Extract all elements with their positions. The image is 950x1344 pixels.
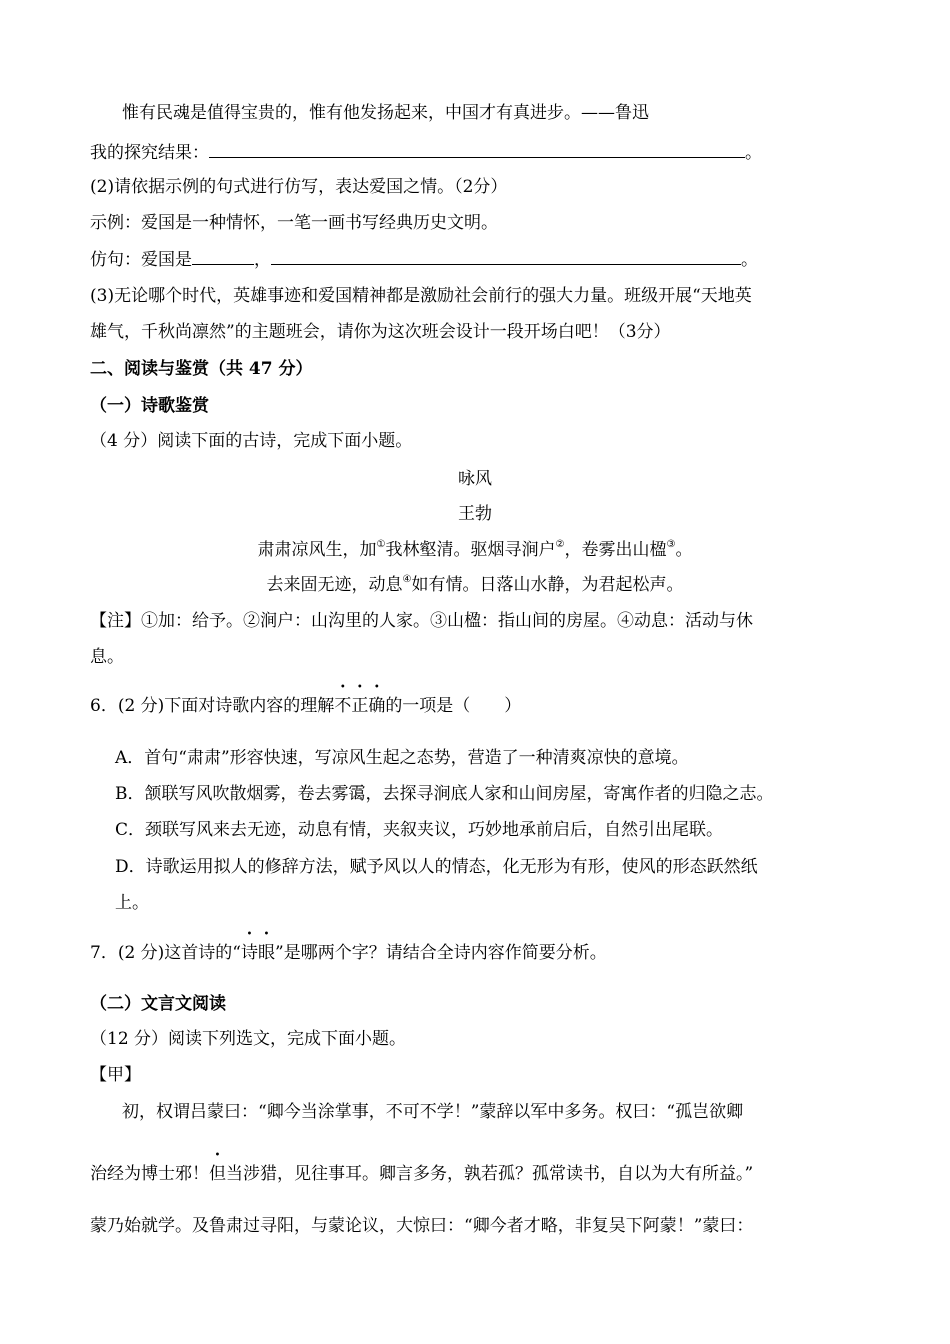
question-2-text: (2)请依据示例的句式进行仿写，表达爱国之情。（2分） [90, 177, 508, 197]
passage-line-2-post: 当涉猎，见往事耳。卿言多务，孰若孤？孤常读书，自以为大有所益。” [226, 1164, 754, 1184]
imitate-blank-1[interactable] [192, 246, 254, 265]
passage-label-jia-text: 【甲】 [90, 1065, 141, 1085]
passage-line-1-text: 初，权谓吕蒙曰：“卿今当涂掌事，不可不学！”蒙辞以军中多务。权曰：“孤岂欲卿 [122, 1102, 744, 1122]
example-line [90, 211, 498, 235]
poem-line-1 [0, 538, 950, 562]
question-6 [90, 694, 521, 718]
poem-line-2 [0, 573, 950, 597]
poem-line-1-d: 。 [675, 540, 693, 560]
passage-line-3 [90, 1214, 753, 1238]
poem-intro-text: （4 分）阅读下面的古诗，完成下面小题。 [90, 431, 413, 451]
poem-note-line-1 [90, 609, 753, 633]
classical-intro-text: （12 分）阅读下列选文，完成下面小题。 [90, 1029, 407, 1049]
example-text: 示例：爱国是一种情怀，一笔一画书写经典历史文明。 [90, 213, 498, 233]
option-a[interactable] [115, 746, 689, 770]
poem-author [0, 502, 950, 526]
emphasis-char: 但 [209, 1164, 226, 1184]
passage-line-2 [90, 1162, 753, 1186]
poem-intro [90, 429, 412, 453]
question-2 [90, 175, 507, 199]
imitate-label: 仿句：爱国是 [90, 250, 192, 270]
quote-line [122, 101, 649, 125]
question-6-pre: 6．(2 分)下面对诗歌内容的理解 [90, 696, 335, 716]
classical-intro [90, 1027, 406, 1051]
emphasis-char: 正 [351, 696, 369, 716]
quote-text: 惟有民魂是值得宝贵的，惟有他发扬起来，中国才有真进步。——鲁迅 [122, 103, 649, 123]
subsection-classical-heading [90, 992, 226, 1016]
option-d-text-2: 上。 [115, 893, 149, 913]
passage-line-3-text: 蒙乃始就学。及鲁肃过寻阳，与蒙论议，大惊曰：“卿今者才略，非复吴下阿蒙！”蒙曰： [90, 1216, 754, 1236]
question-3-line-1 [90, 284, 752, 308]
imitate-line [90, 246, 758, 272]
poem-title [0, 467, 950, 491]
result-line [90, 139, 762, 165]
footnote-marker-4: ④ [402, 574, 412, 586]
passage-line-2-pre: 治经为博士邪！ [90, 1164, 209, 1184]
section-2-heading-text: 二、阅读与鉴赏（共 47 分） [90, 359, 313, 379]
subsection-poetry-text: （一）诗歌鉴赏 [90, 396, 209, 416]
emphasis-char: 确 [368, 696, 386, 716]
option-c-text: C．颈联写风来去无迹，动息有情，夹叙夹议，巧妙地承前启后，自然引出尾联。 [115, 820, 724, 840]
emphasis-char: 诗 [241, 943, 258, 963]
imitate-comma: ， [254, 250, 271, 270]
footnote-marker-2: ② [555, 539, 565, 551]
poem-line-2-a: 去来固无迹，动息 [266, 575, 403, 595]
imitate-end: 。 [741, 250, 758, 270]
question-3-text-2: 雄气，千秋尚凛然”的主题班会，请你为这次班会设计一段开场白吧！（3分） [90, 322, 671, 342]
result-blank[interactable] [209, 139, 745, 158]
emphasis-char: 不 [334, 696, 352, 716]
result-label: 我的探究结果： [90, 143, 209, 163]
subsection-classical-text: （二）文言文阅读 [90, 994, 226, 1014]
footnote-marker-1: ① [376, 539, 386, 551]
question-6-post: 的一项是（ ） [385, 696, 522, 716]
passage-line-1 [122, 1100, 743, 1124]
result-end: 。 [745, 143, 762, 163]
question-3-text-1: (3)无论哪个时代，英雄事迹和爱国精神都是激励社会前行的强大力量。班级开展“天地英 [90, 286, 752, 306]
option-b-text: B．颔联写风吹散烟雾，卷去雾霭，去探寻涧底人家和山间房屋，寄寓作者的归隐之志。 [115, 784, 774, 804]
imitate-blank-2[interactable] [271, 246, 741, 265]
poem-title-text: 咏风 [458, 469, 492, 489]
footnote-marker-3: ③ [666, 539, 676, 551]
poem-line-1-c: ，卷雾出山楹 [564, 540, 667, 560]
poem-note-line-2 [90, 645, 124, 669]
option-b[interactable] [115, 782, 774, 806]
option-d-continued [115, 891, 149, 915]
option-d-text: D．诗歌运用拟人的修辞方法，赋予风以人的情态，化无形为有形，使风的形态跃然纸 [115, 857, 758, 877]
question-3-line-2 [90, 320, 671, 344]
question-7-pre: 7．(2 分)这首诗的“ [90, 943, 241, 963]
poem-line-1-a: 肃肃凉风生，加 [257, 540, 377, 560]
emphasis-char: 眼 [258, 943, 275, 963]
passage-label-jia [90, 1063, 141, 1087]
question-7-post: ”是哪两个字？请结合全诗内容作简要分析。 [275, 943, 607, 963]
section-2-heading [90, 357, 313, 381]
poem-note-text-1: 【注】①加：给予。②涧户：山沟里的人家。③山楹：指山间的房屋。④动息：活动与休 [90, 611, 753, 631]
poem-author-text: 王勃 [458, 504, 492, 524]
poem-line-2-b: 如有情。日落山水静，为君起松声。 [411, 575, 684, 595]
option-a-text: A．首句“肃肃”形容快速，写凉风生起之态势，营造了一种清爽凉快的意境。 [115, 748, 689, 768]
subsection-poetry-heading [90, 394, 209, 418]
option-d[interactable] [115, 855, 758, 879]
option-c[interactable] [115, 818, 723, 842]
poem-line-1-b: 我林壑清。驱烟寻涧户 [385, 540, 556, 560]
question-7 [90, 941, 607, 965]
poem-note-text-2: 息。 [90, 647, 124, 667]
